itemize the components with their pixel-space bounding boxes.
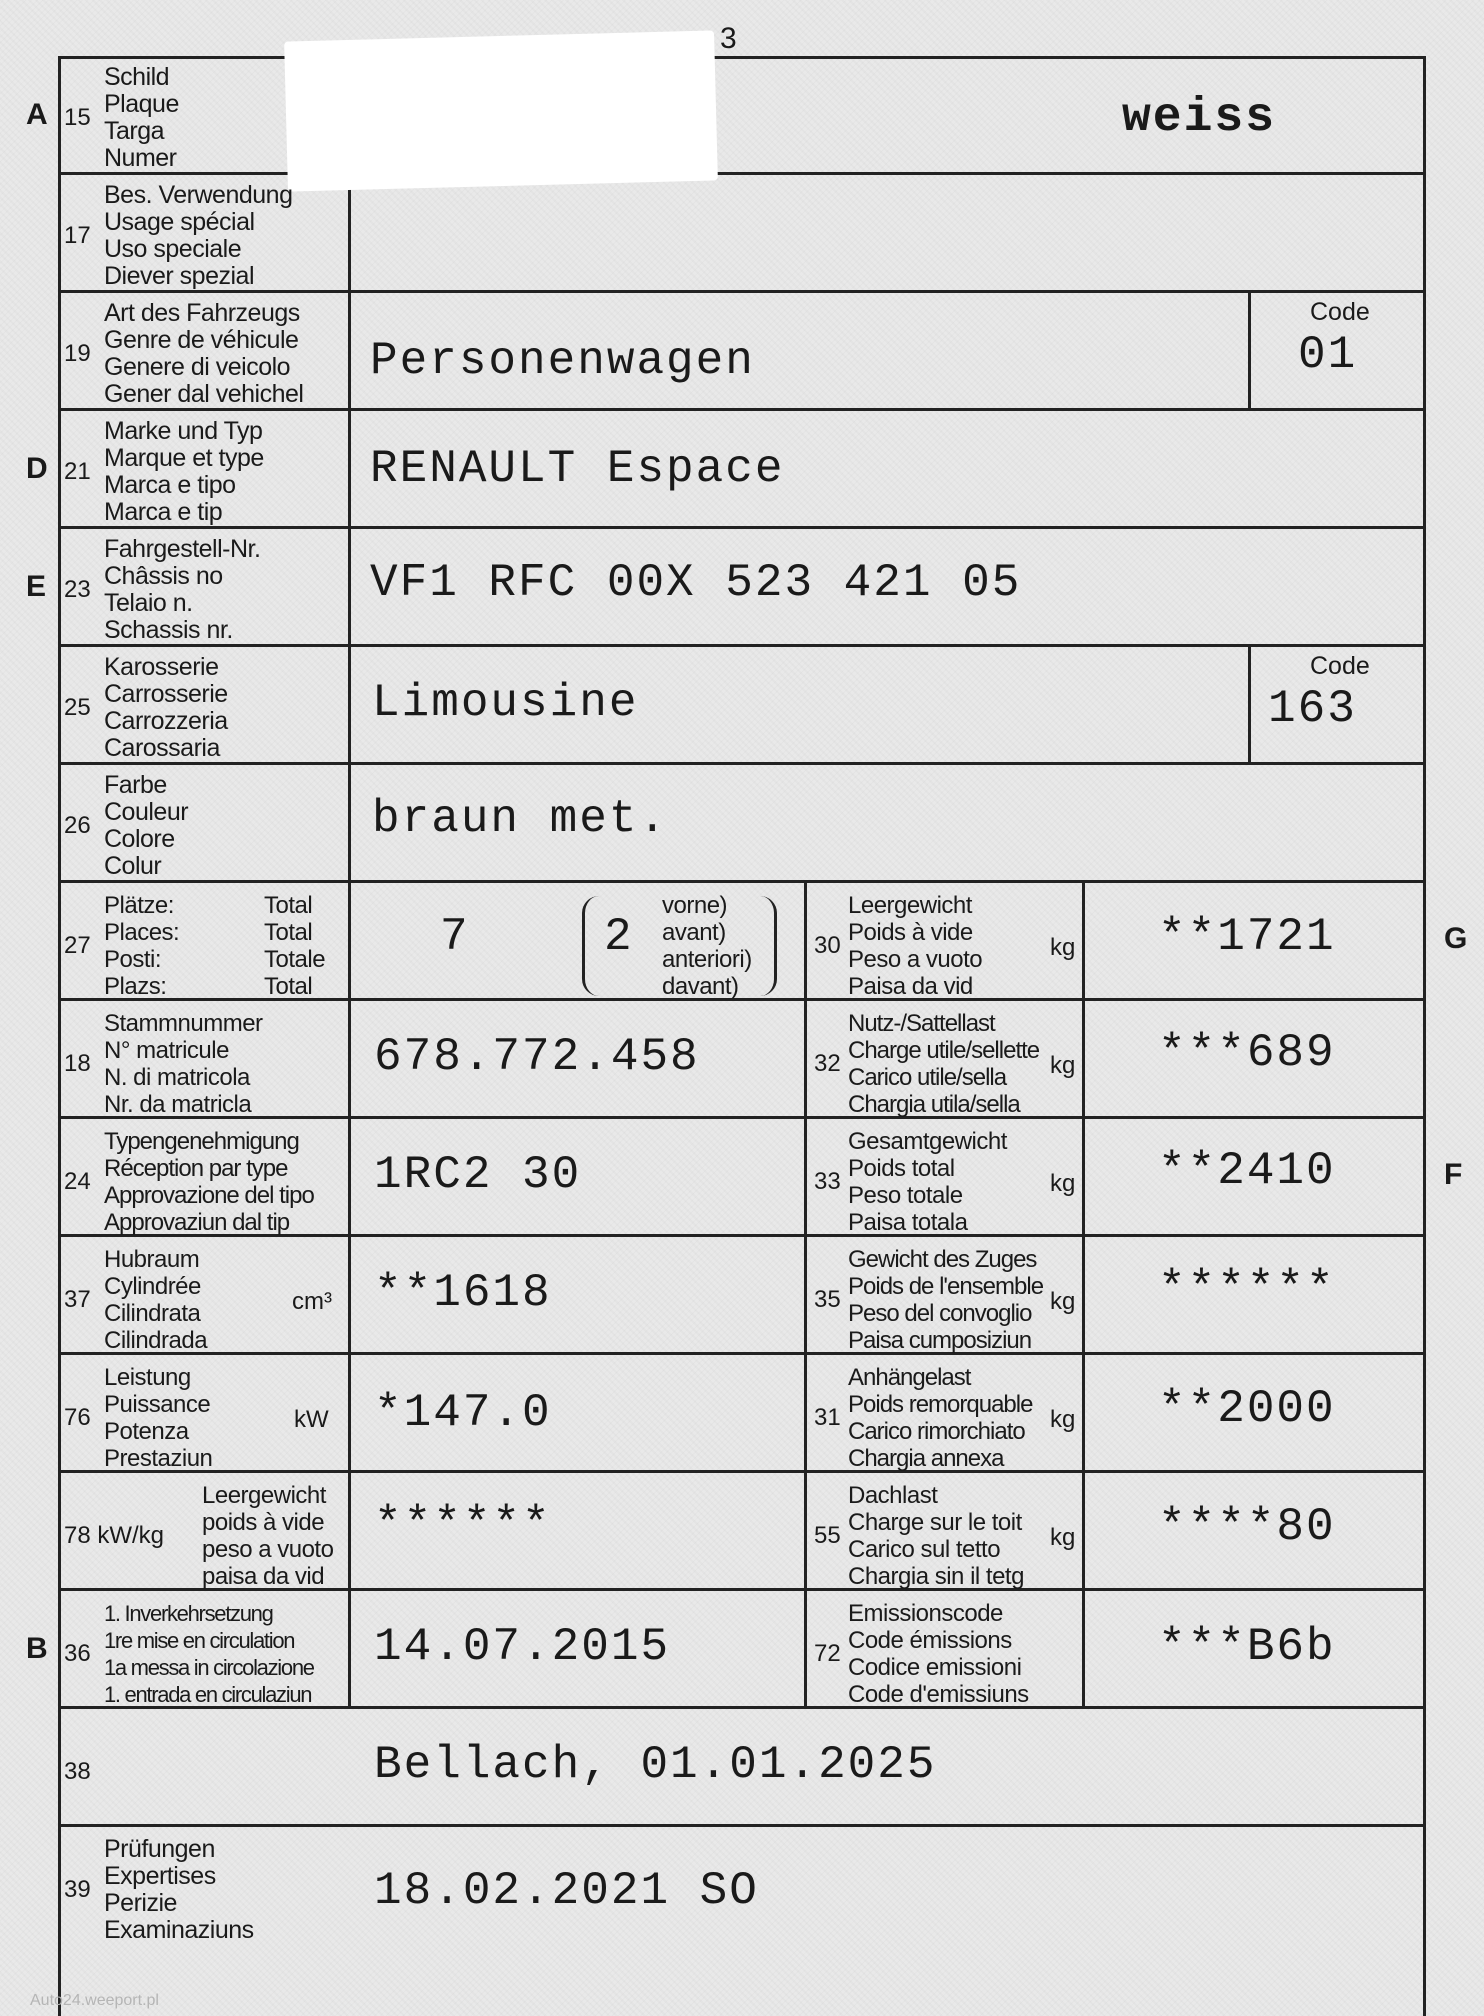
- field-label: Dachlast Charge sur le toit Carico sul tetto Chargia sin il tetg: [848, 1482, 1024, 1590]
- unit-label: cm³: [292, 1288, 332, 1315]
- unit-label: kg: [1050, 1406, 1076, 1433]
- field-label: Stammnummer N° matricule N. di matricola Nr. da matricla: [104, 1010, 263, 1118]
- payload-value: ***689: [1158, 1027, 1336, 1079]
- field-number: 19: [64, 340, 91, 367]
- field-number: 78 kW/kg: [64, 1522, 165, 1549]
- field-label: Anhängelast Poids remorquable Carico rimorchiato Chargia annexa: [848, 1364, 1033, 1472]
- page-number: 3: [720, 22, 737, 55]
- field-label: Fahrgestell-Nr. Châssis no Telaio n. Schassis nr.: [104, 535, 261, 644]
- train-weight-value: ******: [1158, 1263, 1336, 1315]
- field-label: Leergewicht poids à vide peso a vuoto paisa da vid: [202, 1482, 334, 1590]
- field-label: 1. Inverkehrsetzung 1re mise en circulation 1a messa in circolazione 1. entrada en circulaziun: [104, 1601, 314, 1707]
- row-divider: [58, 290, 1426, 293]
- field-label-total: Total Total Totale Total: [264, 892, 326, 1000]
- field-number: 18: [64, 1050, 91, 1077]
- field-number: 21: [64, 458, 91, 485]
- body-type-value: Limousine: [372, 677, 639, 729]
- seats-total-value: 7: [440, 911, 470, 963]
- field-number: 23: [64, 576, 91, 603]
- side-letter-a: A: [26, 98, 48, 131]
- row-divider: [58, 762, 1426, 765]
- field-label: Prüfungen Expertises Perizie Examinaziuns: [104, 1835, 254, 1944]
- field-label: Hubraum Cylindrée Cilindrata Cilindrada: [104, 1246, 208, 1354]
- field-label: Schild Plaque Targa Numer: [104, 63, 179, 172]
- emission-code-value: ***B6b: [1158, 1621, 1336, 1673]
- plate-color-value: weiss: [1122, 91, 1277, 145]
- label-column-divider: [348, 172, 351, 1706]
- body-type-code: 163: [1268, 683, 1357, 735]
- field-label: Leistung Puissance Potenza Prestaziun: [104, 1364, 213, 1472]
- field-label: Bes. Verwendung Usage spécial Uso speciale Diever spezial: [104, 181, 293, 290]
- side-letter-e: E: [26, 570, 47, 603]
- code-header: Code: [1310, 652, 1370, 680]
- registry-number-value: 678.772.458: [374, 1031, 700, 1083]
- field-label: Gesamtgewicht Poids total Peso totale Paisa totala: [848, 1128, 1007, 1236]
- brace-right: [760, 896, 777, 996]
- empty-weight-value: **1721: [1158, 911, 1336, 963]
- row-divider: [58, 1116, 1426, 1119]
- side-letter-d: D: [26, 452, 48, 485]
- row-divider: [58, 408, 1426, 411]
- redacted-plate-number: [284, 30, 718, 191]
- watermark: Auto24.weeport.pl: [30, 1992, 159, 2009]
- field-label: Farbe Couleur Colore Colur: [104, 771, 189, 880]
- place-date-value: Bellach, 01.01.2025: [374, 1739, 937, 1791]
- field-label: Art des Fahrzeugs Genre de véhicule Genere di veicolo Gener dal vehichel: [104, 299, 304, 408]
- field-label: Leergewicht Poids à vide Peso a vuoto Paisa da vid: [848, 892, 983, 1000]
- row-divider: [58, 1470, 1426, 1473]
- seats-front-value: 2: [604, 911, 634, 963]
- field-label: Typengenehmigung Réception par type Approvazione del tipo Approvaziun dal tip: [104, 1128, 314, 1236]
- side-letter-b: B: [26, 1632, 48, 1665]
- middle-column-divider: [804, 880, 807, 1706]
- field-number: 55: [814, 1522, 841, 1549]
- field-number: 27: [64, 932, 91, 959]
- color-value: braun met.: [372, 793, 669, 845]
- side-letter-f: F: [1444, 1158, 1463, 1191]
- unit-label: kg: [1050, 1170, 1076, 1197]
- unit-label: kg: [1050, 1524, 1076, 1551]
- code-column-divider: [1248, 290, 1251, 408]
- row-divider: [58, 1352, 1426, 1355]
- field-number: 38: [64, 1758, 91, 1785]
- field-number: 39: [64, 1876, 91, 1903]
- field-number: 36: [64, 1640, 91, 1667]
- field-number: 24: [64, 1168, 91, 1195]
- code-header: Code: [1310, 298, 1370, 326]
- side-letter-g: G: [1444, 922, 1468, 955]
- unit-label: kW: [294, 1406, 329, 1433]
- first-registration-value: 14.07.2015: [374, 1621, 671, 1673]
- field-number: 25: [64, 694, 91, 721]
- field-number: 35: [814, 1286, 841, 1313]
- total-weight-value: **2410: [1158, 1145, 1336, 1197]
- chassis-number-value: VF1 RFC 00X 523 421 05: [370, 557, 1022, 609]
- unit-label: kg: [1050, 1288, 1076, 1315]
- displacement-value: **1618: [374, 1267, 552, 1319]
- vehicle-kind-code: 01: [1298, 329, 1358, 381]
- field-number: 76: [64, 1404, 91, 1431]
- field-number: 31: [814, 1404, 841, 1431]
- power-value: *147.0: [374, 1387, 552, 1439]
- row-divider: [58, 880, 1426, 883]
- make-type-value: RENAULT Espace: [370, 443, 785, 495]
- unit-label: kg: [1050, 934, 1076, 961]
- towing-capacity-value: **2000: [1158, 1383, 1336, 1435]
- seats-front-label: vorne) avant) anteriori) davant): [662, 892, 752, 1000]
- row-divider: [58, 172, 1426, 175]
- field-label: Karosserie Carrosserie Carrozzeria Carossaria: [104, 653, 228, 762]
- field-number: 15: [64, 104, 91, 131]
- field-number: 17: [64, 222, 91, 249]
- roof-load-value: ****80: [1158, 1501, 1336, 1553]
- field-label: Nutz-/Sattellast Charge utile/sellette Carico utile/sella Chargia utila/sella: [848, 1010, 1040, 1118]
- field-number: 26: [64, 812, 91, 839]
- code-column-divider: [1248, 644, 1251, 762]
- field-label: Gewicht des Zuges Poids de l'ensemble Peso del convoglio Paisa cumposiziun: [848, 1246, 1044, 1354]
- field-number: 33: [814, 1168, 841, 1195]
- field-label: Emissionscode Code émissions Codice emissioni Code d'emissiuns: [848, 1600, 1029, 1708]
- power-ratio-value: ******: [374, 1499, 552, 1551]
- field-number: 72: [814, 1640, 841, 1667]
- field-label: Plätze: Places: Posti: Plazs:: [104, 892, 180, 1000]
- brace-left: [582, 896, 599, 996]
- row-divider: [58, 1824, 1426, 1827]
- field-label: Marke und Typ Marque et type Marca e tipo Marca e tip: [104, 417, 264, 526]
- vehicle-kind-value: Personenwagen: [370, 335, 755, 387]
- unit-label: kg: [1050, 1052, 1076, 1079]
- right-label-divider: [1082, 880, 1085, 1706]
- inspection-value: 18.02.2021 SO: [374, 1865, 759, 1917]
- row-divider: [58, 644, 1426, 647]
- row-divider: [58, 526, 1426, 529]
- field-number: 32: [814, 1050, 841, 1077]
- type-approval-value: 1RC2 30: [374, 1149, 582, 1201]
- field-number: 30: [814, 932, 841, 959]
- field-number: 37: [64, 1286, 91, 1313]
